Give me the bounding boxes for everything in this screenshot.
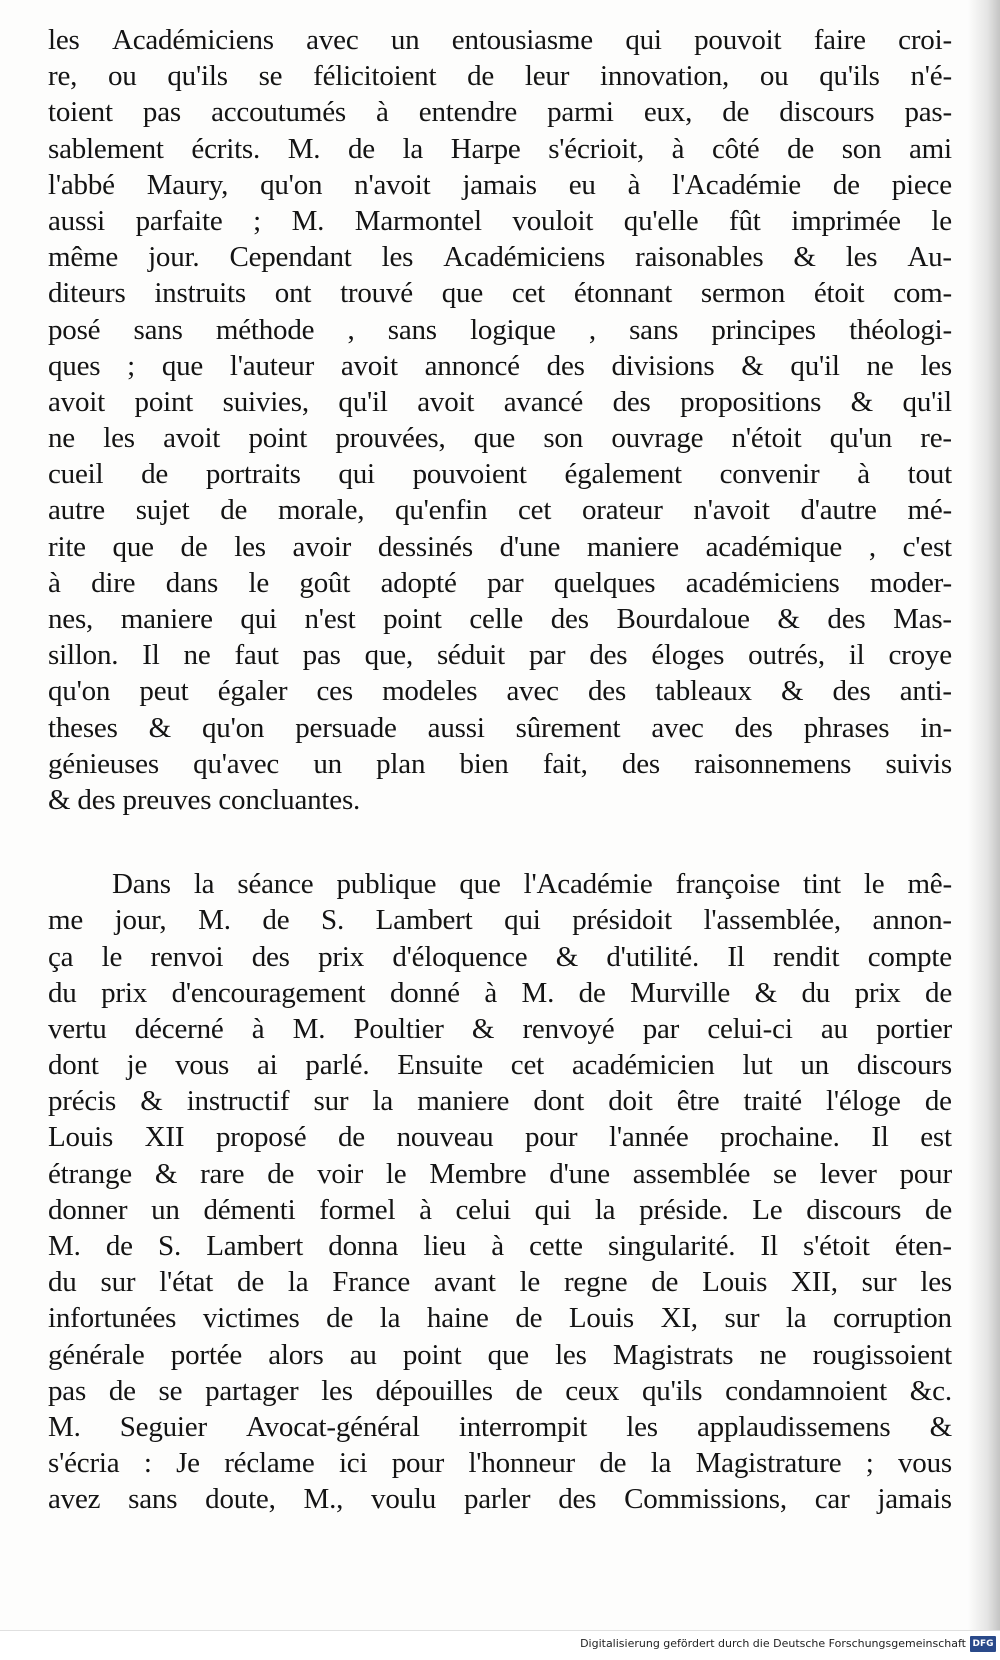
text-line: ne les avoit point prouvées, que son ouvrage n'étoit qu'un re- (48, 422, 952, 455)
text-line: theses & qu'on persuade aussi sûrement avec des phrases in- (48, 711, 952, 744)
text-line: les Académiciens avec un entousiasme qui pouvoit faire croi- (48, 24, 952, 56)
text-line: s'écria : Je réclame ici pour l'honneur de la Magistrature ; vous (48, 1447, 952, 1480)
body-text (48, 22, 952, 1518)
text-line: sablement écrits. M. de la Harpe s'écrioit, à côté de son ami (48, 132, 952, 165)
text-line: M. de S. Lambert donna lieu à cette singularité. Il s'étoit éten- (48, 1230, 952, 1262)
text-line: même jour. Cependant les Académiciens raisonables & les Au- (48, 241, 952, 274)
text-line: étrange & rare de voir le Membre d'une assemblée se lever pour (48, 1157, 952, 1190)
text-line: sillon. Il ne faut pas que, séduit par des éloges outrés, il croye (48, 639, 952, 672)
text-line: générale portée alors au point que les Magistrats ne rougissoient (48, 1338, 952, 1371)
text-line: à dire dans le goût adopté par quelques académiciens moder- (48, 566, 952, 599)
text-line: cueil de portraits qui pouvoient également convenir à tout (48, 458, 952, 491)
text-line: me jour, M. de S. Lambert qui présidoit l'assemblée, annon- (48, 904, 952, 937)
text-line: avoit point suivies, qu'il avoit avancé des propositions & qu'il (48, 385, 952, 418)
text-line: infortunées victimes de la haine de Louis XI, sur la corruption (48, 1302, 952, 1335)
text-line: donner un démenti formel à celui qui la préside. Le discours de (48, 1193, 952, 1226)
text-line: pas de se partager les dépouilles de ceux qu'ils condamnoient &c. (48, 1374, 952, 1407)
text-line: re, ou qu'ils se félicitoient de leur innovation, ou qu'ils n'é- (48, 60, 952, 93)
text-line: avez sans doute, M., voulu parler des Commissions, car jamais (48, 1483, 952, 1516)
footer-credit: Digitalisierung gefördert durch die Deutsche Forschungsgemeinschaft (580, 1637, 966, 1650)
text-line: toient pas accoutumés à entendre parmi eux, de discours pas- (48, 96, 952, 129)
text-line: diteurs instruits ont trouvé que cet étonnant sermon étoit com- (48, 277, 952, 310)
paragraph-2 (48, 866, 952, 1517)
text-line: génieuses qu'avec un plan bien fait, des raisonnemens suivis (48, 747, 952, 780)
dfg-logo-badge: DFG (970, 1636, 996, 1652)
text-line: nes, maniere qui n'est point celle des Bourdaloue & des Mas- (48, 603, 952, 635)
text-line: autre sujet de morale, qu'enfin cet orateur n'avoit d'autre mé- (48, 494, 952, 527)
text-line: vertu décerné à M. Poultier & renvoyé par celui-ci au portier (48, 1012, 952, 1045)
text-line: qu'on peut égaler ces modeles avec des tableaux & des anti- (48, 675, 952, 708)
text-line: Dans la séance publique que l'Académie françoise tint le mê- (112, 868, 952, 901)
text-line: précis & instructif sur la maniere dont doit être traité l'éloge de (48, 1085, 952, 1118)
text-line: & des preuves concluantes. (48, 783, 361, 816)
text-line: l'abbé Maury, qu'on n'avoit jamais eu à l'Académie de piece (48, 168, 952, 201)
text-line: du sur l'état de la France avant le regne de Louis XII, sur les (48, 1266, 952, 1299)
text-line: M. Seguier Avocat-général interrompit les applaudissemens & (48, 1410, 952, 1443)
page-gutter-shadow (968, 0, 1000, 1630)
text-line: ques ; que l'auteur avoit annoncé des divisions & qu'il ne les (48, 349, 952, 382)
text-line: rite que de les avoir dessinés d'une maniere académique , c'est (48, 530, 952, 563)
text-line: Louis XII proposé de nouveau pour l'année prochaine. Il est (48, 1121, 952, 1154)
text-line: ça le renvoi des prix d'éloquence & d'utilité. Il rendit compte (48, 940, 952, 973)
paragraph-1 (48, 22, 952, 818)
text-line: aussi parfaite ; M. Marmontel vouloit qu'elle fût imprimée le (48, 204, 952, 237)
footer-bar (0, 1630, 1000, 1660)
text-line: posé sans méthode , sans logique , sans principes théologi- (48, 313, 952, 346)
text-line: dont je vous ai parlé. Ensuite cet académicien lut un discours (48, 1049, 952, 1082)
text-line: du prix d'encouragement donné à M. de Murville & du prix de (48, 976, 952, 1009)
paragraph-gap (48, 818, 952, 866)
